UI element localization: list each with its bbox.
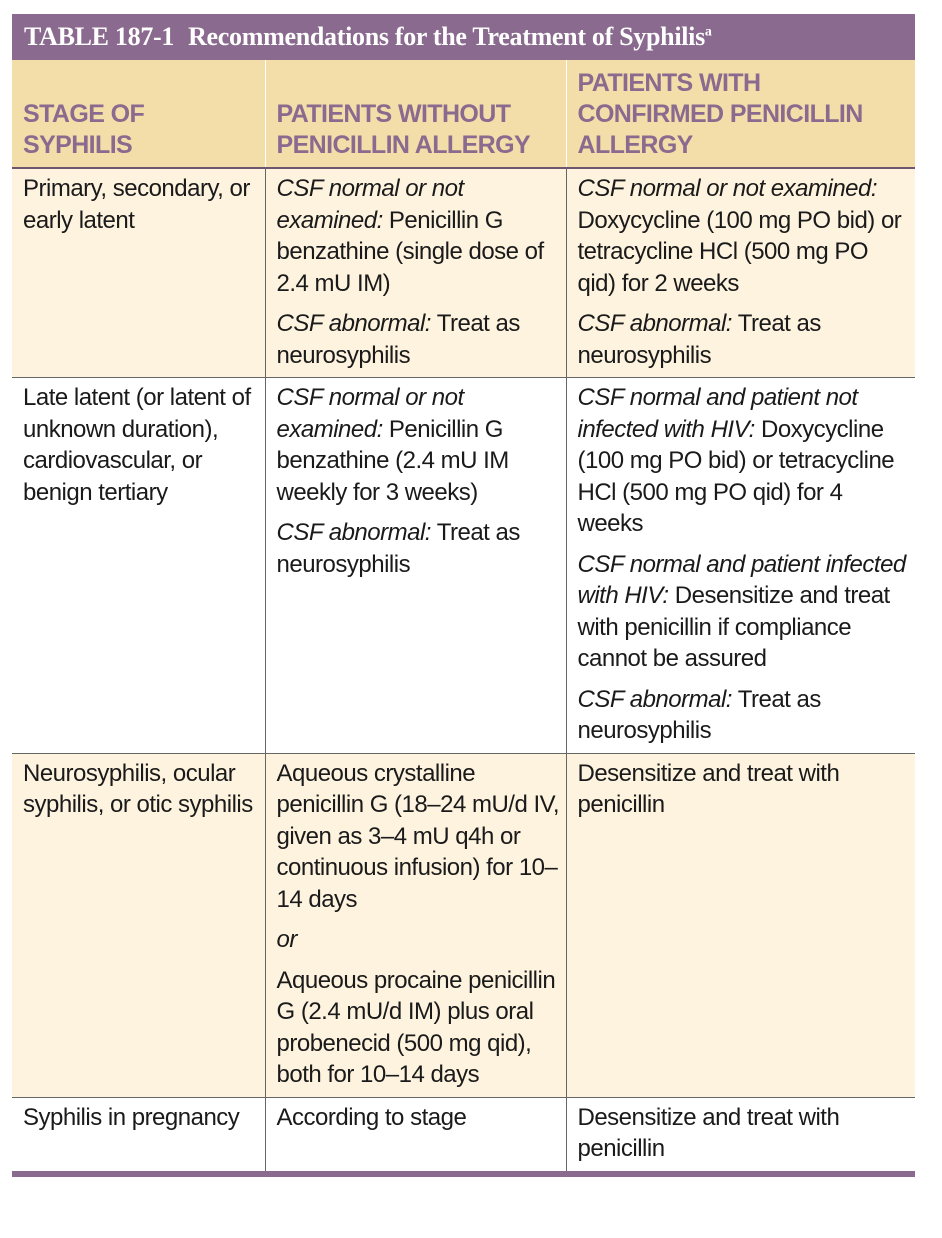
treatment-text: Penicillin G benzathine (single dose of 2.4 mU IM) (276, 206, 544, 297)
table-row (12, 378, 915, 754)
condition-lead: CSF abnormal: (577, 310, 732, 337)
treatment-text: Treat as neurosyphilis (276, 310, 520, 369)
treatment-text: Treat as neurosyphilis (577, 685, 821, 744)
treatment-paragraph (578, 549, 910, 675)
cell-allergy (566, 168, 915, 378)
treatment-paragraph (578, 684, 910, 747)
treatment-text: Desensitize and treat with penicillin (577, 759, 840, 818)
condition-lead: CSF normal and patient not infected with HIV: (577, 384, 858, 443)
treatment-text: Penicillin G benzathine (2.4 mU IM weekly for 3 weeks) (276, 415, 509, 506)
cell-no-allergy (265, 1097, 566, 1174)
treatment-text: Aqueous procaine penicillin G (2.4 mU/d IM) plus oral probenecid (500 mg qid), both for 10–14 days (276, 966, 556, 1088)
treatment-paragraph (578, 758, 910, 821)
table-number: TABLE 187-1 (24, 22, 175, 51)
cell-stage: Late latent (or latent of unknown duration), cardiovascular, or benign tertiary (12, 378, 265, 754)
treatment-paragraph (277, 965, 560, 1091)
syphilis-treatment-table-container (12, 14, 915, 1177)
header-allergy: PATIENTS WITH CONFIRMED PENICILLIN ALLERGY (566, 60, 915, 168)
treatment-paragraph (277, 924, 560, 956)
treatment-paragraph (578, 382, 910, 540)
treatment-text: Aqueous crystalline penicillin G (18–24 mU/d IV, given as 3–4 mU q4h or continuous infusion) for 10–14 days (276, 759, 560, 913)
cell-no-allergy (265, 753, 566, 1097)
header-no-allergy: PATIENTS WITHOUT PENICILLIN ALLERGY (265, 60, 566, 168)
condition-lead: CSF abnormal: (276, 519, 431, 546)
cell-stage: Neurosyphilis, ocular syphilis, or otic syphilis (12, 753, 265, 1097)
table-title-text: Recommendations for the Treatment of Syphilis (188, 22, 705, 51)
treatment-text: Treat as neurosyphilis (577, 310, 821, 369)
table-row (12, 1097, 915, 1174)
treatment-text: According to stage (276, 1103, 467, 1131)
table-row (12, 168, 915, 378)
treatment-text: Doxycycline (100 mg PO bid) or tetracycline HCl (500 mg PO qid) for 4 weeks (577, 415, 895, 537)
table-body (12, 168, 915, 1174)
condition-lead: CSF normal or not examined: (276, 384, 464, 443)
condition-lead: CSF normal and patient infected with HIV: (577, 550, 906, 609)
cell-no-allergy (265, 168, 566, 378)
condition-lead: or (276, 926, 297, 953)
table-title (188, 22, 712, 52)
cell-no-allergy (265, 378, 566, 754)
treatment-paragraph (578, 308, 910, 371)
cell-stage: Primary, secondary, or early latent (12, 168, 265, 378)
treatment-paragraph (277, 382, 560, 508)
condition-lead: CSF normal or not examined: (577, 175, 878, 202)
treatment-paragraph (277, 758, 560, 916)
treatment-paragraph (277, 173, 560, 299)
treatment-text: Treat as neurosyphilis (276, 519, 520, 578)
cell-allergy (566, 378, 915, 754)
table-row (12, 753, 915, 1097)
treatment-paragraph (578, 1102, 910, 1165)
treatment-table (12, 60, 915, 1177)
condition-lead: CSF normal or not examined: (276, 175, 464, 234)
cell-allergy (566, 753, 915, 1097)
treatment-paragraph (277, 308, 560, 371)
cell-stage: Syphilis in pregnancy (12, 1097, 265, 1174)
condition-lead: CSF abnormal: (276, 310, 431, 337)
treatment-paragraph (578, 173, 910, 299)
table-header-row (12, 60, 915, 168)
treatment-paragraph (277, 1102, 560, 1134)
condition-lead: CSF abnormal: (577, 685, 732, 713)
treatment-text: Desensitize and treat with penicillin if compliance cannot be assured (577, 582, 890, 672)
table-title-bar (12, 14, 915, 60)
treatment-paragraph (277, 517, 560, 580)
header-stage: STAGE OF SYPHILIS (12, 60, 265, 168)
treatment-text: Doxycycline (100 mg PO bid) or tetracycline HCl (500 mg PO qid) for 2 weeks (577, 206, 902, 297)
treatment-text: Desensitize and treat with penicillin (577, 1103, 840, 1162)
cell-allergy (566, 1097, 915, 1174)
table-title-footnote-marker: a (704, 24, 712, 40)
